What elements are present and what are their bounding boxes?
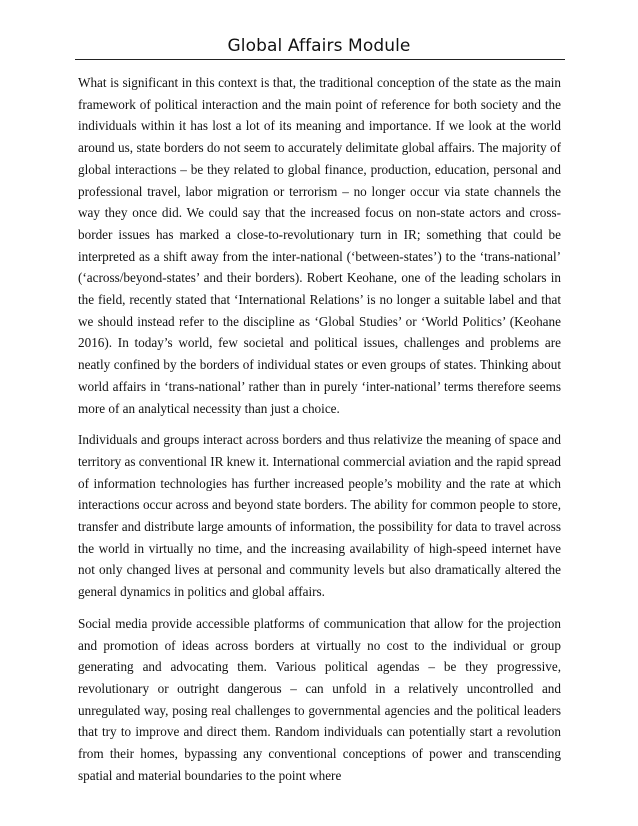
header-divider <box>75 59 565 60</box>
page-header <box>0 36 638 56</box>
paragraph: Social media provide accessible platforms of communication that allow for the projection and promotion of ideas across borders at virtually no cost to the individual or group generating and advocating them. Various political agendas – be they progressive, revolutionary or outright dangerous – can unfold in a relatively uncontrolled and unregulated way, posing real challenges to governmental agencies and the political leaders that try to improve and direct them. Random individuals can potentially start a revolution from their homes, bypassing any conventional conceptions of power and transcending spatial and material boundaries to the point where <box>78 615 561 783</box>
paragraph: Individuals and groups interact across borders and thus relativize the meaning of space and territory as conventional IR knew it. International commercial aviation and the rapid spread of information technologies has further increased people’s mobility and the rate at which interactions occur across and beyond state borders. The ability for common people to store, transfer and distribute large amounts of information, the possibility for data to travel across the world in virtually no time, and the increasing availability of high-speed internet have not only changed lives at personal and community levels but also dramatically altered the general dynamics in politics and global affairs. <box>78 432 562 600</box>
header-title: Global Affairs Module <box>227 36 411 56</box>
document-body <box>78 72 561 797</box>
paragraph: What is significant in this context is that, the traditional conception of the state as the main framework of political interaction and the main point of reference for both society and the individuals within it has lost a lot of its meaning and importance. If we look at the world around us, state borders do not seem to accurately delimitate global affairs. The majority of global interactions – be they related to global finance, production, education, personal and professional travel, labor migration or terrorism – no longer occur via state channels the way they once did. We could say that the increased focus on non-state actors and cross-border issues has marked a close-to-revolutionary turn in IR; something that could be interpreted as a shift away from the inter-national (‘between-states’) to the ‘trans-national’ (‘across/beyond-states’ and their borders). Robert Keohane, one of the leading scholars in the field, recently stated that ‘International Relations’ is no longer a suitable label and that we should instead refer to the discipline as ‘Global Studies’ or ‘World Politics’ (Keohane 2016). In today’s world, few societal and political issues, challenges and problems are neatly confined by the borders of individual states or even groups of states. Thinking about world affairs in ‘trans-national’ rather than in purely ‘inter-national’ terms therefore seems more of an analytical necessity than just a choice. <box>78 75 561 416</box>
